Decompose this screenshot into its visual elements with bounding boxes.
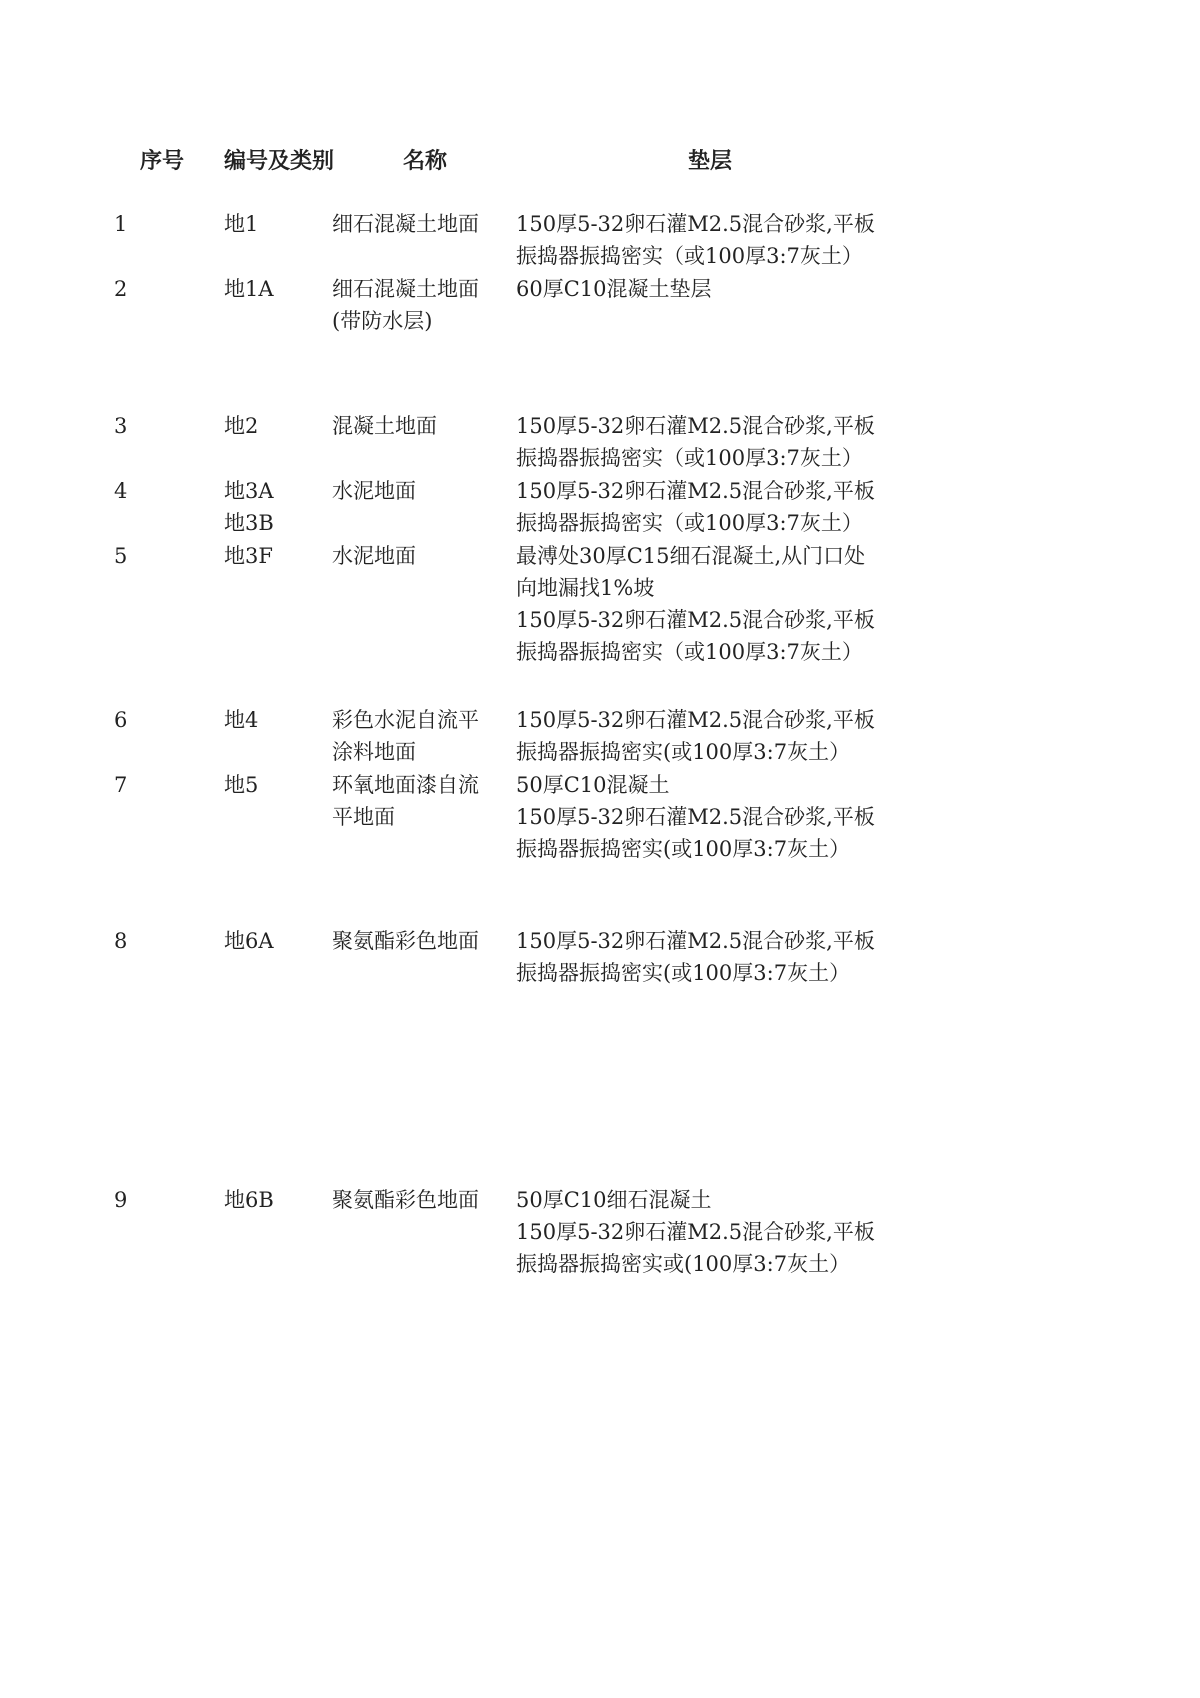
cushion-line: 振捣器振捣密实(或100厚3:7灰土） xyxy=(516,961,851,985)
code-line: 地3A xyxy=(224,479,274,503)
cushion-line: 振捣器振捣密实（或100厚3:7灰土） xyxy=(516,511,863,535)
name-line: 彩色水泥自流平 xyxy=(332,708,479,732)
cushion-line: 振捣器振捣密实（或100厚3:7灰土） xyxy=(516,446,863,470)
row-code xyxy=(224,273,324,305)
row-code xyxy=(224,540,324,572)
row-code xyxy=(224,1184,324,1216)
header-code: 编号及类别 xyxy=(224,149,335,174)
row-code xyxy=(224,925,324,957)
row-seq: 9 xyxy=(114,1188,128,1212)
cushion-line: 振捣器振捣密实（或100厚3:7灰土） xyxy=(516,244,863,268)
cushion-line: 150厚5-32卵石灌M2.5混合砂浆,平板 xyxy=(516,479,875,503)
cushion-line: 150厚5-32卵石灌M2.5混合砂浆,平板 xyxy=(516,708,875,732)
name-line: (带防水层) xyxy=(332,309,433,333)
cushion-line: 50厚C10细石混凝土 xyxy=(516,1188,712,1212)
row-seq: 5 xyxy=(114,544,128,568)
cushion-line: 50厚C10混凝土 xyxy=(516,773,670,797)
name-line: 涂料地面 xyxy=(332,740,416,764)
row-seq: 1 xyxy=(114,212,128,236)
name-line: 平地面 xyxy=(332,805,395,829)
code-line: 地3F xyxy=(224,544,273,568)
code-line: 地1 xyxy=(224,212,259,236)
row-cushion xyxy=(516,475,916,539)
row-seq: 2 xyxy=(114,277,128,301)
cushion-line: 60厚C10混凝土垫层 xyxy=(516,277,712,301)
cushion-line: 向地漏找1%坡 xyxy=(516,576,655,600)
header-cushion: 垫层 xyxy=(687,149,732,174)
cushion-line: 振捣器振捣密实（或100厚3:7灰土） xyxy=(516,640,863,664)
cushion-line: 150厚5-32卵石灌M2.5混合砂浆,平板 xyxy=(516,212,875,236)
row-seq: 7 xyxy=(114,773,128,797)
code-line: 地5 xyxy=(224,773,259,797)
row-name xyxy=(332,704,512,768)
row-seq: 4 xyxy=(114,479,128,503)
row-code xyxy=(224,704,324,736)
row-name xyxy=(332,925,512,957)
code-line: 地4 xyxy=(224,708,259,732)
code-line: 地3B xyxy=(224,511,274,535)
row-name xyxy=(332,208,512,240)
row-seq: 8 xyxy=(114,929,128,953)
name-line: 水泥地面 xyxy=(332,544,416,568)
row-code xyxy=(224,208,324,240)
row-seq: 3 xyxy=(114,414,128,438)
header-name: 名称 xyxy=(402,149,447,174)
header-seq: 序号 xyxy=(140,149,185,174)
row-code xyxy=(224,769,324,801)
name-line: 水泥地面 xyxy=(332,479,416,503)
cushion-line: 150厚5-32卵石灌M2.5混合砂浆,平板 xyxy=(516,1220,875,1244)
row-seq: 6 xyxy=(114,708,128,732)
code-line: 地6A xyxy=(224,929,274,953)
cushion-line: 振捣器振捣密实(或100厚3:7灰土） xyxy=(516,740,851,764)
row-cushion xyxy=(516,273,916,305)
cushion-line: 最溥处30厚C15细石混凝土,从门口处 xyxy=(516,544,866,568)
row-name xyxy=(332,410,512,442)
row-cushion xyxy=(516,540,916,668)
row-cushion xyxy=(516,769,916,865)
cushion-line: 150厚5-32卵石灌M2.5混合砂浆,平板 xyxy=(516,805,875,829)
row-name xyxy=(332,769,512,833)
code-line: 地6B xyxy=(224,1188,274,1212)
cushion-line: 150厚5-32卵石灌M2.5混合砂浆,平板 xyxy=(516,608,875,632)
row-code xyxy=(224,410,324,442)
name-line: 聚氨酯彩色地面 xyxy=(332,929,479,953)
cushion-line: 150厚5-32卵石灌M2.5混合砂浆,平板 xyxy=(516,929,875,953)
row-name xyxy=(332,475,512,507)
name-line: 混凝土地面 xyxy=(332,414,437,438)
row-cushion xyxy=(516,208,916,272)
row-cushion xyxy=(516,704,916,768)
name-line: 环氧地面漆自流 xyxy=(332,773,479,797)
name-line: 细石混凝土地面 xyxy=(332,277,479,301)
row-cushion xyxy=(516,925,916,989)
cushion-line: 振捣器振捣密实或(100厚3:7灰土） xyxy=(516,1252,851,1276)
cushion-line: 150厚5-32卵石灌M2.5混合砂浆,平板 xyxy=(516,414,875,438)
cushion-line: 振捣器振捣密实(或100厚3:7灰土） xyxy=(516,837,851,861)
row-cushion xyxy=(516,1184,916,1280)
row-name xyxy=(332,273,512,337)
code-line: 地2 xyxy=(224,414,259,438)
name-line: 细石混凝土地面 xyxy=(332,212,479,236)
row-name xyxy=(332,540,512,572)
code-line: 地1A xyxy=(224,277,274,301)
name-line: 聚氨酯彩色地面 xyxy=(332,1188,479,1212)
row-name xyxy=(332,1184,512,1216)
row-cushion xyxy=(516,410,916,474)
row-code xyxy=(224,475,324,539)
